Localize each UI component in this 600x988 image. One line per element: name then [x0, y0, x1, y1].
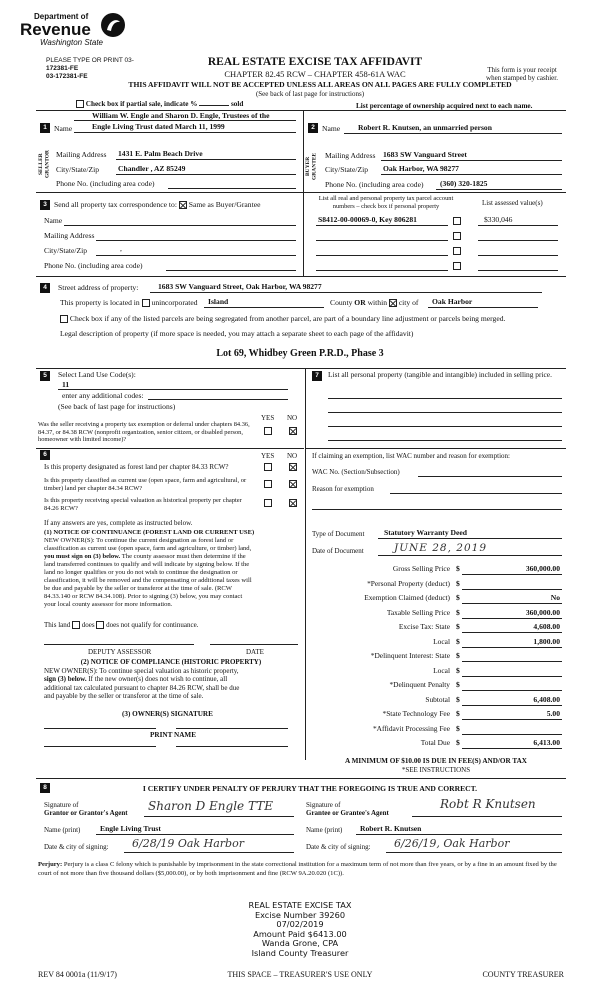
notice1-line-b: classification as current use (open space, farm and agriculture, or timber) land, — [44, 545, 252, 553]
grantee-date-city[interactable]: 6/26/19, Oak Harbor — [394, 837, 510, 850]
buyer-mailing-value[interactable]: 1683 SW Vanguard Street — [383, 150, 467, 159]
section-4-badge: 4 — [40, 283, 50, 293]
reason-label: Reason for exemption — [312, 485, 374, 493]
same-as-buyer-label: Same as Buyer/Grantee — [188, 200, 261, 209]
located-row — [60, 299, 198, 308]
grantee-print-name[interactable]: Robert R. Knutsen — [360, 824, 422, 833]
historic-question: Is this property receiving special valuation as historical property per chapter 84.26 RCW? — [44, 497, 242, 512]
tax-row-dollar: $ — [456, 578, 460, 588]
perjury-text: Perjury is a class C felony which is punishable by imprisonment in the state correctional institution for a maximum term of not more than five years, or by a fine in an amount fixed by the court of not more than five thousand dollars ($5,000.00), or by both imprisonment and fine (RCW 9A.20.020 (1C)). — [38, 861, 557, 877]
notice-compliance — [44, 658, 298, 701]
does-label: does — [81, 621, 95, 629]
notice1-line-g: be due and payable by the seller or transferor at the time of sale. (RCW — [44, 585, 233, 593]
seller-mailing-value[interactable]: 1431 E. Palm Beach Drive — [118, 149, 203, 158]
tax-row-label: Subtotal — [425, 694, 450, 704]
grantor-name-label: Name (print) — [44, 826, 81, 834]
county-treasurer-label: COUNTY TREASURER — [482, 970, 564, 979]
tax-row-dollar: $ — [456, 680, 460, 689]
section-1-badge: 1 — [40, 123, 50, 133]
corr-mailing-label: Mailing Address — [44, 231, 95, 240]
tax-row-underline — [462, 632, 562, 633]
parcel-header-2: numbers – check box if personal property — [332, 203, 440, 210]
tax-row-dollar: $ — [456, 593, 460, 602]
additional-codes-label: enter any additional codes: — [62, 391, 144, 400]
tax-row-dollar: $ — [456, 622, 460, 631]
deputy-assessor-label: DEPUTY ASSESSOR — [88, 648, 152, 656]
personal-property-checkbox-4[interactable] — [453, 262, 461, 270]
notice1-line-h: 84.33.140 or RCW 84.34.108). Prior to signing (3) below, you may contact — [44, 593, 243, 601]
corr-name-label: Name — [44, 216, 63, 225]
s5-exemption-no-checkbox[interactable] — [289, 427, 297, 435]
buyer-phone-label: Phone No. (including area code) — [325, 180, 424, 189]
tax-row-underline — [462, 690, 562, 691]
tax-row-underline — [462, 676, 562, 677]
segregated-row — [60, 315, 560, 324]
grantor-signature[interactable]: Sharon D Engle TTE — [148, 799, 273, 813]
partial-sale-checkbox[interactable] — [76, 100, 84, 108]
tax-row-dollar: $ — [456, 636, 460, 646]
does-not-qualify-checkbox[interactable] — [96, 621, 104, 629]
corr-city-value[interactable]: , — [120, 244, 122, 253]
s5-yes-header: YES — [261, 414, 275, 422]
perjury-label: Perjury: — [38, 861, 63, 868]
grantee-date-label: Date & city of signing: — [306, 843, 371, 851]
s5-no-header: NO — [287, 414, 298, 422]
see-back-note: (See back of last page for instructions) — [58, 402, 176, 411]
buyer-city-value[interactable]: Oak Harbor, WA 98277 — [383, 164, 459, 173]
tax-row-dollar: $ — [456, 651, 460, 660]
buyer-phone-value[interactable]: (360) 320-1825 — [440, 179, 488, 188]
forest-yes-checkbox[interactable] — [264, 463, 272, 471]
notice1-line-a: NEW OWNER(S): To continue the current designation as forest land or — [44, 537, 234, 545]
street-label: Street address of property: — [58, 283, 139, 292]
segregated-checkbox[interactable] — [60, 315, 68, 323]
this-land-label: This land — [44, 621, 71, 629]
stamp-line-2: Excise Number 39260 — [254, 909, 346, 920]
notice1-line-d: land transferred continues to qualify and will indicate by signing below. If the — [44, 561, 250, 569]
seller-name-label: Name — [54, 124, 73, 133]
form-id: REV 84 0001a (11/9/17) — [38, 970, 117, 979]
exemption-question: Was the seller receiving a property tax exemption or deferral under chapters 84.36, 84.37, or 84.38 RCW (nonprofit organization, senior citizen, or disabled person, homeowner with limited income)? — [38, 421, 250, 444]
doc-date-value[interactable]: JUNE 28, 2019 — [394, 542, 488, 554]
current-use-question: Is this property classified as current use (open space, farm and agricultural, or timber) land per chapter 84.34 RCW? — [44, 477, 247, 492]
dor-logo — [20, 12, 140, 52]
form-title: REAL ESTATE EXCISE TAX AFFIDAVIT — [207, 56, 423, 68]
same-as-buyer-checkbox[interactable] — [179, 201, 187, 209]
stamp-line-5: Wanda Grone, CPA — [261, 938, 339, 949]
if-yes-note: If any answers are yes, complete as instructed below. — [44, 519, 193, 527]
current-use-no-checkbox[interactable] — [289, 480, 297, 488]
partial-sale-row — [76, 100, 243, 108]
minimum-note: A MINIMUM OF $10.00 IS DUE IN FEE(S) AND/OR TAX — [345, 757, 527, 765]
tax-row-label: Excise Tax: State — [398, 622, 450, 631]
grantee-name-label: Name (print) — [306, 826, 343, 834]
parcel-header-1: List all real and personal property tax parcel account — [318, 195, 454, 202]
tax-row-underline — [462, 574, 562, 575]
section-6-badge: 6 — [40, 450, 50, 460]
stamp-line-1: REAL ESTATE EXCISE TAX — [248, 900, 352, 910]
current-use-yes-checkbox[interactable] — [264, 480, 272, 488]
owner-signature-label: (3) OWNER(S) SIGNATURE — [122, 710, 213, 718]
logo-dept-line: Department of — [34, 12, 89, 21]
notice1-line-c: you must sign on (3) below. — [44, 553, 121, 561]
county-label: County — [330, 298, 353, 307]
grantor-sig-label-1: Signature of — [44, 801, 79, 809]
tax-row-underline — [462, 603, 562, 604]
seller-mailing-label: Mailing Address — [56, 150, 107, 159]
grantor-sig-label-2: Grantor or Grantor's Agent — [44, 809, 128, 817]
tax-row-dollar: $ — [456, 709, 460, 718]
legal-description[interactable]: Lot 69, Whidbey Green P.R.D., Phase 3 — [216, 348, 384, 359]
print-name-label: PRINT NAME — [150, 731, 196, 739]
tax-row-underline — [462, 661, 562, 662]
historic-no-checkbox[interactable] — [289, 499, 297, 507]
tax-row-underline — [462, 705, 562, 706]
partial-sale-label: Check box if partial sale, indicate % — [85, 100, 198, 108]
or-label: OR — [354, 298, 366, 307]
tax-row-value[interactable]: No — [550, 593, 560, 602]
notice2-title: (2) NOTICE OF COMPLIANCE (HISTORIC PROPERTY) — [80, 658, 262, 666]
tax-row-dollar: $ — [456, 723, 460, 733]
assessed-header: List assessed value(s) — [482, 199, 543, 207]
grantor-date-label: Date & city of signing: — [44, 843, 109, 851]
personal-property-label: List all personal property (tangible and intangible) included in selling price. — [328, 370, 552, 379]
tax-row-label: Local — [433, 636, 450, 646]
ref-number-1: 172381-FE — [46, 65, 79, 72]
section-5-badge: 5 — [40, 371, 50, 381]
parcel-number[interactable]: S8412-00-00069-0, Key 806281 — [318, 215, 417, 224]
tax-row-underline — [462, 618, 562, 619]
stamp-line-3: 07/02/2019 — [276, 919, 324, 930]
tax-row-value[interactable]: 1,800.00 — [533, 636, 560, 646]
tax-row-label: *Affidavit Processing Fee — [372, 723, 450, 733]
tax-row-dollar: $ — [456, 694, 460, 704]
tax-row-underline — [462, 719, 562, 720]
land-use-value[interactable]: 11 — [62, 380, 70, 389]
seller-side-label: SELLER GRANTOR — [38, 150, 51, 179]
instructions-note: (See back of last page for instructions) — [255, 90, 365, 98]
corr-city-label: City/State/Zip — [44, 246, 88, 255]
tax-row-value[interactable]: 6,413.00 — [533, 738, 560, 747]
grantee-sig-label-1: Signature of — [306, 801, 341, 809]
logo-revenue: Revenue — [20, 20, 91, 39]
ref-number-2: 03-172381-FE — [46, 73, 88, 80]
tax-row-label: Gross Selling Price — [392, 564, 450, 573]
qualify-row — [44, 621, 198, 629]
buyer-mailing-label: Mailing Address — [325, 151, 376, 160]
does-qualify-checkbox[interactable] — [72, 621, 80, 629]
notice2-line-b2: If the new owner(s) does not wish to continue, all — [86, 675, 228, 684]
personal-property-checkbox-2[interactable] — [453, 232, 461, 240]
unincorporated-label: unincorporated — [151, 298, 198, 307]
tax-row-label: *Personal Property (deduct) — [367, 578, 450, 588]
legal-label: Legal description of property (if more space is needed, you may attach a separate sheet to each page of the affidavit) — [60, 329, 414, 338]
s5-exemption-yes-checkbox[interactable] — [264, 427, 272, 435]
doc-type-value[interactable]: Statutory Warranty Deed — [384, 528, 467, 537]
tax-row-label: *State Technology Fee — [382, 709, 450, 718]
grantor-date-city[interactable]: 6/28/19 Oak Harbor — [132, 837, 244, 850]
segregated-label: Check box if any of the listed parcels are being segregated from another parcel, are part of a boundary line adjustment or parcels being merged. — [69, 314, 506, 323]
tax-row-underline — [462, 734, 562, 735]
tax-row-label: Total Due — [420, 738, 450, 747]
notice1-line-i: your local county assessor for more information. — [44, 601, 173, 609]
receipt-note-1: This form is your receipt — [487, 66, 557, 74]
within-label: within — [367, 298, 387, 307]
notice1-line-e: land no longer qualifies or you do not wish to continue the designation or — [44, 569, 238, 577]
tax-row-value[interactable]: 4,608.00 — [533, 622, 560, 631]
tax-row-value[interactable]: 360,000.00 — [525, 564, 560, 573]
treasurer-stamp — [200, 901, 400, 959]
tax-row-dollar: $ — [456, 607, 460, 617]
personal-property-checkbox-3[interactable] — [453, 247, 461, 255]
date-label: DATE — [246, 648, 264, 656]
tax-row-underline — [462, 589, 562, 590]
tax-row-label: Taxable Selling Price — [386, 607, 450, 617]
buyer-name-label: Name — [322, 124, 341, 133]
tax-row-underline — [462, 748, 562, 749]
exemption-claim-label: If claiming an exemption, list WAC number and reason for exemption: — [312, 452, 510, 460]
form-chapter: CHAPTER 82.45 RCW – CHAPTER 458-61A WAC — [224, 69, 406, 79]
seller-city-label: City/State/Zip — [56, 165, 100, 174]
buyer-name-value[interactable]: Robert R. Knutsen, an unmarried person — [358, 123, 492, 132]
does-not-label: does not qualify for continuance. — [106, 621, 199, 629]
tax-row-value[interactable]: 360,000.00 — [525, 607, 560, 617]
seller-phone-label: Phone No. (including area code) — [56, 179, 155, 188]
notice2-line-b: sign (3) below. — [44, 675, 87, 684]
personal-property-checkbox-1[interactable] — [453, 217, 461, 225]
type-print-note: PLEASE TYPE OR PRINT 03- — [46, 57, 134, 64]
section-8-badge: 8 — [40, 783, 50, 793]
notice1-line-f: classification, it will be removed and the compensating or additional taxes will — [44, 577, 252, 585]
historic-yes-checkbox[interactable] — [264, 499, 272, 507]
notice1-title: (1) NOTICE OF CONTINUANCE (FOREST LAND OR CURRENT USE) — [44, 529, 255, 536]
assessed-value[interactable]: $330,046 — [484, 215, 513, 224]
seller-city-value[interactable]: Chandler , AZ 85249 — [118, 164, 186, 173]
ownership-note: List percentage of ownership acquired next to each name. — [356, 102, 533, 110]
buyer-city-label: City/State/Zip — [325, 165, 369, 174]
tax-row-underline — [462, 647, 562, 648]
correspondence-row — [54, 201, 260, 210]
located-label: This property is located in — [60, 298, 140, 307]
city-value[interactable]: Oak Harbor — [432, 297, 473, 306]
doc-type-label: Type of Document — [312, 530, 365, 538]
notice-continuance — [44, 529, 298, 609]
tax-row-label: Exemption Claimed (deduct) — [364, 593, 450, 602]
tax-row-dollar: $ — [456, 665, 460, 675]
stamp-line-6: Island County Treasurer — [251, 947, 349, 958]
tax-row-value[interactable]: 5.00 — [546, 709, 560, 718]
correspondence-label: Send all property tax correspondence to: — [54, 200, 177, 209]
tax-row-value[interactable]: 6,408.00 — [533, 694, 560, 704]
land-use-label: Select Land Use Code(s): — [58, 370, 136, 379]
street-value[interactable]: 1683 SW Vanguard Street, Oak Harbor, WA 98277 — [158, 282, 322, 291]
logo-mark-icon — [100, 12, 126, 38]
perjury-notice — [38, 861, 564, 878]
grantee-signature[interactable]: Robt R Knutsen — [440, 797, 536, 811]
forest-no-checkbox[interactable] — [289, 463, 297, 471]
tax-row-dollar: $ — [456, 738, 460, 747]
section-7-badge: 7 — [312, 371, 322, 381]
seller-name-line2[interactable]: Engle Living Trust dated March 11, 1999 — [92, 122, 225, 131]
see-instructions-note: *SEE INSTRUCTIONS — [401, 766, 471, 774]
sold-label: sold — [231, 100, 244, 108]
unincorporated-checkbox[interactable] — [142, 299, 150, 307]
corr-phone-label: Phone No. (including area code) — [44, 261, 143, 270]
s6-no-header: NO — [287, 452, 298, 460]
treasurer-space-note: THIS SPACE – TREASURER'S USE ONLY — [227, 970, 373, 979]
notice2-line-d: and payable by the seller or transferor at the time of sale. — [44, 692, 204, 701]
tax-row-label: *Delinquent Interest: State — [370, 651, 450, 660]
city-of-label: city of — [398, 298, 419, 307]
stamp-line-4: Amount Paid $6413.00 — [253, 928, 347, 939]
s6-yes-header: YES — [261, 452, 275, 460]
tax-row-label: Local — [433, 665, 450, 675]
doc-date-label: Date of Document — [312, 547, 364, 555]
warning-banner: THIS AFFIDAVIT WILL NOT BE ACCEPTED UNLESS ALL AREAS ON ALL PAGES ARE FULLY COMPLETED — [128, 80, 512, 89]
county-value[interactable]: Island — [208, 297, 229, 306]
certify-statement: I CERTIFY UNDER PENALTY OF PERJURY THAT THE FOREGOING IS TRUE AND CORRECT. — [142, 784, 478, 793]
receipt-note-2: when stamped by cashier. — [486, 74, 558, 82]
wac-label: WAC No. (Section/Subsection) — [312, 468, 400, 476]
grantor-print-name[interactable]: Engle Living Trust — [100, 824, 161, 833]
notice1-line-c2: The county assessor must then determine if the — [120, 553, 246, 561]
notice2-line-a: NEW OWNER(S): To continue special valuation as historic property, — [44, 666, 239, 675]
county-or-row — [330, 299, 418, 308]
forest-question: Is this property designated as forest land per chapter 84.33 RCW? — [44, 463, 229, 471]
buyer-side-label: BUYER GRANTEE — [305, 152, 318, 180]
within-city-checkbox[interactable] — [389, 299, 397, 307]
notice2-line-c: additional tax calculated pursuant to chapter 84.26 RCW, shall be due — [44, 683, 240, 692]
seller-name-line1[interactable]: William W. Engle and Sharon D. Engle, Trustees of the — [92, 111, 270, 120]
section-3-badge: 3 — [40, 200, 50, 210]
logo-state: Washington State — [40, 38, 104, 47]
section-2-badge: 2 — [308, 123, 318, 133]
tax-row-dollar: $ — [456, 564, 460, 573]
tax-row-label: *Delinquent Penalty — [389, 680, 450, 689]
grantee-sig-label-2: Grantee or Grantee's Agent — [306, 809, 389, 817]
